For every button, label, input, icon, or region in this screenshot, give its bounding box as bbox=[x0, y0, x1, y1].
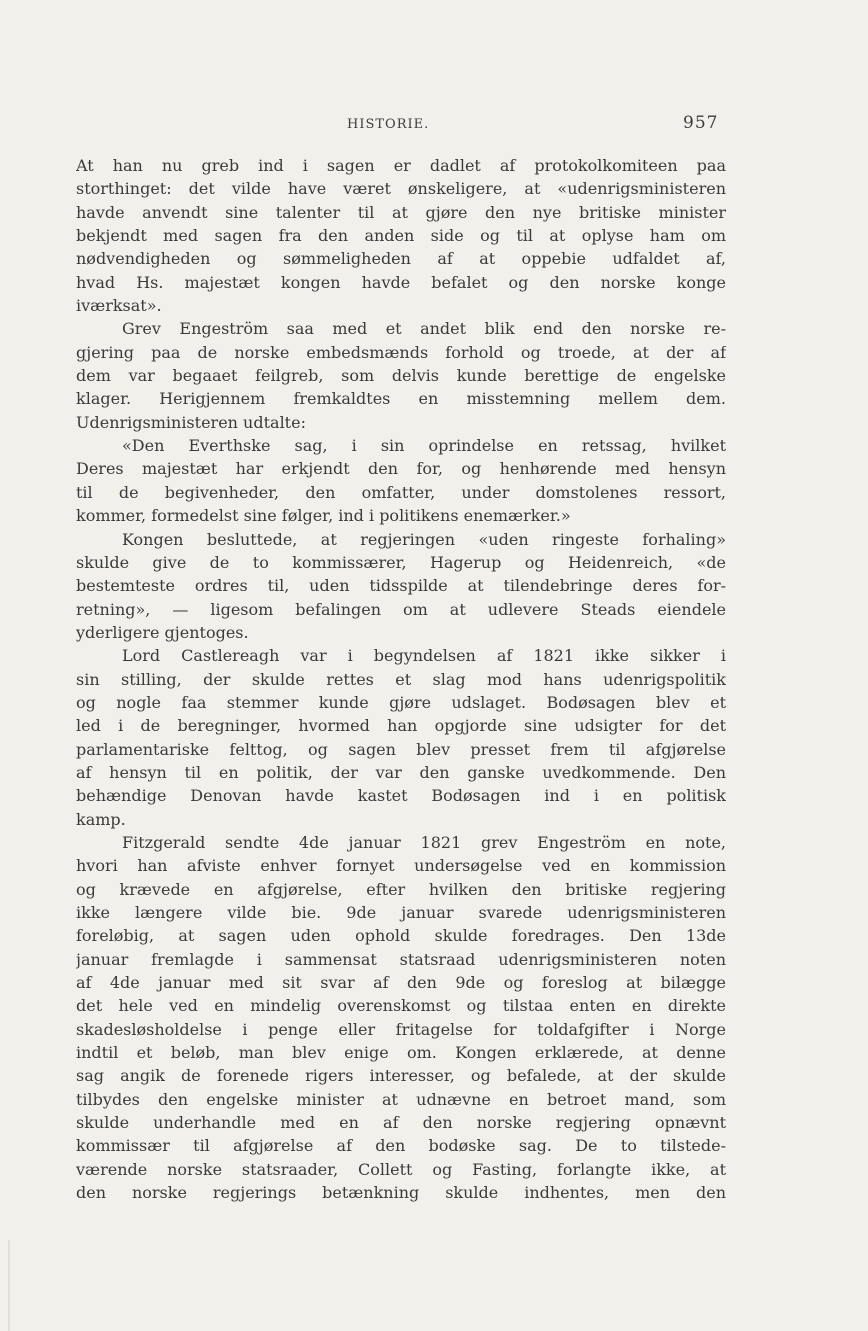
text-line: skulde underhandle med en af den norske regjering opnævnt bbox=[76, 1113, 726, 1133]
text-line: dem var begaaet feilgreb, som delvis kunde berettige de engelske bbox=[76, 366, 726, 386]
page-header bbox=[0, 113, 868, 137]
text-line: Grev Engeström saa med et andet blik end den norske re- bbox=[122, 319, 726, 339]
text-line: iværksat». bbox=[76, 296, 162, 316]
text-line: det hele ved en mindelig overenskomst og tilstaa enten en direkte bbox=[76, 996, 726, 1016]
page-edge-mark bbox=[8, 1240, 10, 1331]
text-line: Lord Castlereagh var i begyndelsen af 1821 ikke sikker i bbox=[122, 646, 726, 666]
text-line: kommer, formedelst sine følger, ind i politikens enemærker.» bbox=[76, 506, 571, 526]
text-line: gjering paa de norske embedsmænds forhold og troede, at der af bbox=[76, 342, 726, 362]
text-line: skadesløsholdelse i penge eller fritagelse for toldafgifter i Norge bbox=[76, 1019, 726, 1039]
text-line: nødvendigheden og sømmeligheden af at oppebie udfaldet af, bbox=[76, 249, 726, 269]
text-line: værende norske statsraader, Collett og Fasting, forlangte ikke, at bbox=[76, 1159, 726, 1179]
text-line: januar fremlagde i sammensat statsraad udenrigsministeren noten bbox=[76, 949, 726, 969]
page-number: 957 bbox=[683, 113, 719, 133]
text-line: og nogle faa stemmer kunde gjøre udslaget. Bodøsagen blev et bbox=[76, 692, 726, 712]
text-line: led i de beregninger, hvormed han opgjorde sine udsigter for det bbox=[76, 716, 726, 736]
text-line: indtil et beløb, man blev enige om. Kongen erklærede, at denne bbox=[76, 1043, 726, 1063]
text-line: hvad Hs. majestæt kongen havde befalet og den norske konge bbox=[76, 272, 726, 292]
text-line: hvori han afviste enhver fornyet undersøgelse ved en kommission bbox=[76, 856, 726, 876]
text-line: ikke længere vilde bie. 9de januar svarede udenrigsministeren bbox=[76, 903, 726, 922]
text-line: parlamentariske felttog, og sagen blev presset frem til afgjørelse bbox=[76, 739, 726, 759]
text-line: Udenrigsministeren udtalte: bbox=[76, 412, 306, 432]
text-line: retning», — ligesom befalingen om at udlevere Steads eiendele bbox=[76, 599, 726, 619]
text-line: skulde give de to kommissærer, Hagerup og Heidenreich, «de bbox=[76, 552, 726, 572]
text-line: tilbydes den engelske minister at udnævne en betroet mand, som bbox=[76, 1089, 726, 1109]
text-line: At han nu greb ind i sagen er dadlet af protokolkomiteen paa bbox=[76, 156, 726, 175]
text-line: af hensyn til en politik, der var den ganske uvedkommende. Den bbox=[76, 762, 726, 782]
text-line: bekjendt med sagen fra den anden side og til at oplyse ham om bbox=[76, 226, 726, 246]
text-line: havde anvendt sine talenter til at gjøre den nye britiske minister bbox=[76, 202, 726, 222]
text-line: klager. Herigjennem fremkaldtes en misstemning mellem dem. bbox=[76, 389, 726, 409]
running-title: HISTORIE. bbox=[347, 117, 430, 132]
text-line: Fitzgerald sendte 4de januar 1821 grev Engeström en note, bbox=[122, 832, 726, 852]
text-line: og krævede en afgjørelse, efter hvilken den britiske regjering bbox=[76, 879, 726, 899]
text-line: «Den Everthske sag, i sin oprindelse en retssag, hvilket bbox=[122, 436, 726, 456]
body-text bbox=[76, 154, 726, 1204]
text-line: Deres majestæt har erkjendt den for, og henhørende med hensyn bbox=[76, 459, 726, 479]
text-line: sag angik de forenede rigers interesser, og befalede, at der skulde bbox=[76, 1066, 726, 1086]
text-line: til de begivenheder, den omfatter, under domstolenes ressort, bbox=[76, 482, 726, 502]
text-line: Kongen besluttede, at regjeringen «uden ringeste forhaling» bbox=[122, 529, 726, 549]
text-line: storthinget: det vilde have været ønskeligere, at «udenrigsministeren bbox=[76, 179, 726, 199]
text-line: sin stilling, der skulde rettes et slag mod hans udenrigspolitik bbox=[76, 669, 726, 689]
text-line: af 4de januar med sit svar af den 9de og foreslog at bilægge bbox=[76, 973, 726, 993]
text-line: behændige Denovan havde kastet Bodøsagen ind i en politisk bbox=[76, 786, 726, 806]
text-line: yderligere gjentoges. bbox=[76, 622, 249, 642]
text-line: den norske regjerings betænkning skulde indhentes, men den bbox=[76, 1183, 726, 1203]
text-line: foreløbig, at sagen uden ophold skulde foredrages. Den 13de bbox=[76, 926, 726, 946]
text-line: bestemteste ordres til, uden tidsspilde at tilendebringe deres for- bbox=[76, 576, 726, 596]
text-line: kamp. bbox=[76, 809, 126, 829]
text-line: kommissær til afgjørelse af den bodøske sag. De to tilstede- bbox=[76, 1136, 726, 1156]
